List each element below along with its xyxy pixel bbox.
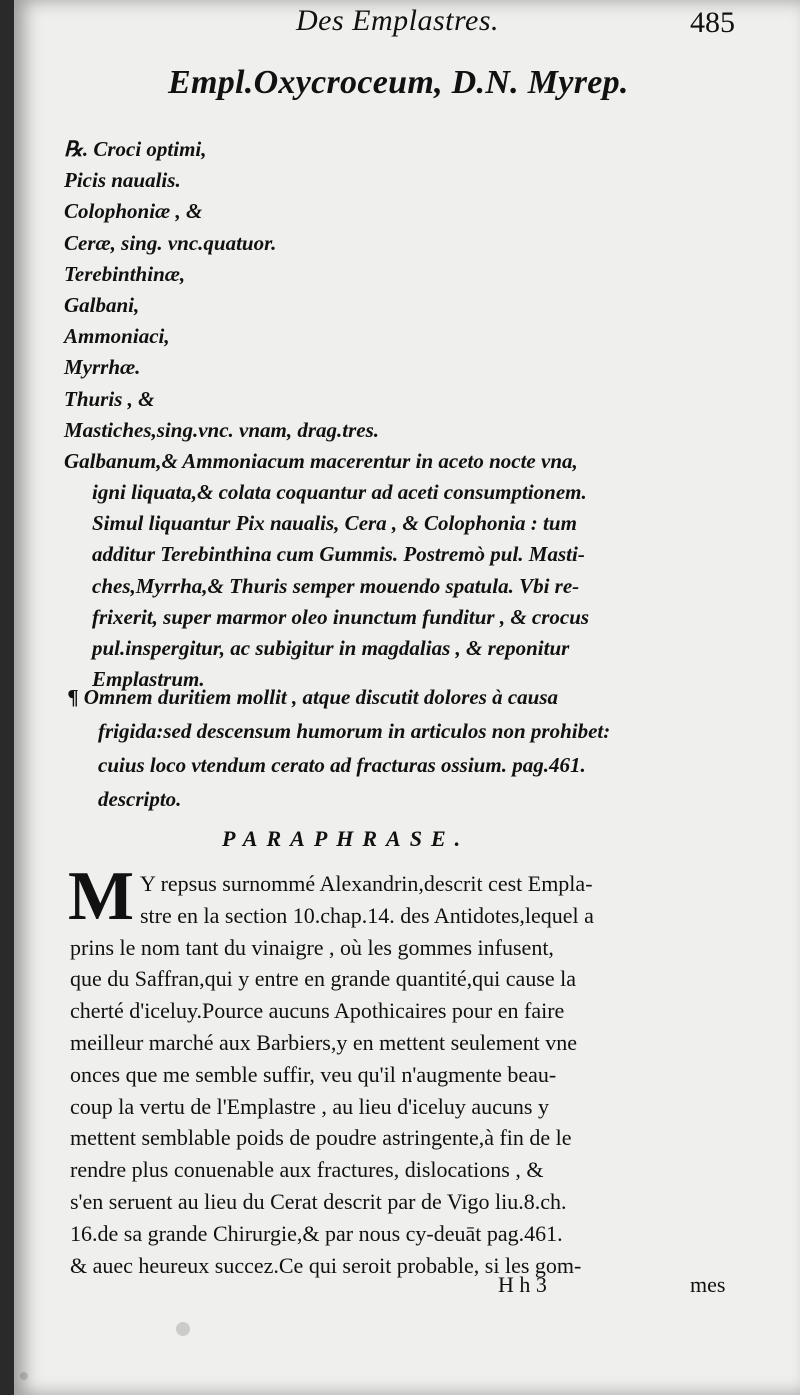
recipe-line: pul.inspergitur, ac subigitur in magdalias , & reponitur [92, 636, 570, 660]
page-number: 485 [690, 6, 735, 39]
recipe-line: ℞. Croci optimi, [64, 137, 207, 161]
recipe-line: Thuris , & [64, 386, 155, 411]
recipe-line: ches,Myrrha,& Thuris semper mouendo spatula. Vbi re- [92, 573, 580, 598]
recipe-line: Myrrhæ. [64, 355, 141, 380]
note-line: frigida:sed descensum humorum in articulos non prohibet: [98, 719, 611, 743]
running-head [0, 0, 800, 46]
body-line: & auec heureux succez.Ce qui seroit probable, si les gom- [70, 1252, 582, 1278]
body-line: que du Saffran,qui y entre en grande quantité,qui cause la [70, 966, 577, 992]
body-line: mettent semblable poids de poudre astringente,à fin de le [70, 1125, 572, 1151]
ink-spot [176, 1322, 190, 1336]
recipe-line: Simul liquantur Pix naualis, Cera , & Colophonia : tum [92, 511, 577, 536]
recipe-line: Ceræ, sing. vnc.quatuor. [64, 230, 277, 255]
body-text [70, 868, 760, 1281]
recipe-line: Mastiches,sing.vnc. vnam, drag.tres. [64, 417, 380, 442]
recipe-line: Galbanum,& Ammoniacum macerentur in aceto nocte vna, [64, 448, 578, 473]
note-line: ¶ Omnem duritiem mollit , atque discutit dolores à causa [68, 685, 559, 709]
ink-spot [20, 1372, 28, 1380]
body-line: s'en seruent au lieu du Cerat descrit par de Vigo liu.8.ch. [70, 1188, 567, 1214]
section-heading: Empl.Oxycroceum, D.N. Myrep. [168, 64, 629, 101]
recipe-line: Colophoniæ , & [64, 199, 203, 224]
recipe-line: Terebinthinæ, [64, 261, 186, 286]
recipe-line: Ammoniaci, [64, 324, 170, 349]
body-line: stre en la section 10.chap.14. des Antidotes,lequel a [140, 902, 594, 928]
note-block [68, 680, 758, 816]
catchword: mes [690, 1272, 726, 1297]
body-line: cherté d'iceluy.Pource aucuns Apothicaires pour en faire [70, 998, 565, 1024]
page-edge-shadow [0, 0, 14, 1395]
recipe-line: Picis naualis. [64, 168, 181, 193]
page-footer [0, 1272, 800, 1312]
running-title: Des Emplastres. [296, 4, 500, 37]
note-line: cuius loco vtendum cerato ad fracturas ossium. pag.461. [98, 753, 586, 777]
recipe-line: Galbani, [64, 292, 140, 317]
body-line: prins le nom tant du vinaigre , où les gommes infusent, [70, 934, 554, 960]
drop-cap: M [68, 858, 135, 935]
signature-mark: H h 3 [498, 1272, 547, 1297]
recipe-line: frixerit, super marmor oleo inunctum funditur , & crocus [92, 604, 590, 629]
recipe-block [64, 134, 754, 695]
paraphrase-heading: PARAPHRASE. [222, 826, 470, 851]
recipe-line: igni liquata,& colata coquantur ad aceti consumptionem. [92, 480, 587, 505]
body-line: onces que me semble suffir, veu qu'il n'augmente beau- [70, 1061, 557, 1087]
body-line: Y repsus surnommé Alexandrin,descrit cest Empla- [140, 871, 593, 896]
body-line: coup la vertu de l'Emplastre , au lieu d'iceluy aucuns y [70, 1093, 549, 1119]
recipe-line: Emplastrum. [92, 667, 205, 692]
body-line: 16.de sa grande Chirurgie,& par nous cy-deuāt pag.461. [70, 1220, 563, 1246]
recipe-line: additur Terebinthina cum Gummis. Postremò pul. Masti- [92, 542, 585, 567]
body-line: rendre plus conuenable aux fractures, dislocations , & [70, 1157, 544, 1183]
note-line: descripto. [98, 787, 182, 811]
body-line: meilleur marché aux Barbiers,y en mettent seulement vne [70, 1029, 578, 1055]
